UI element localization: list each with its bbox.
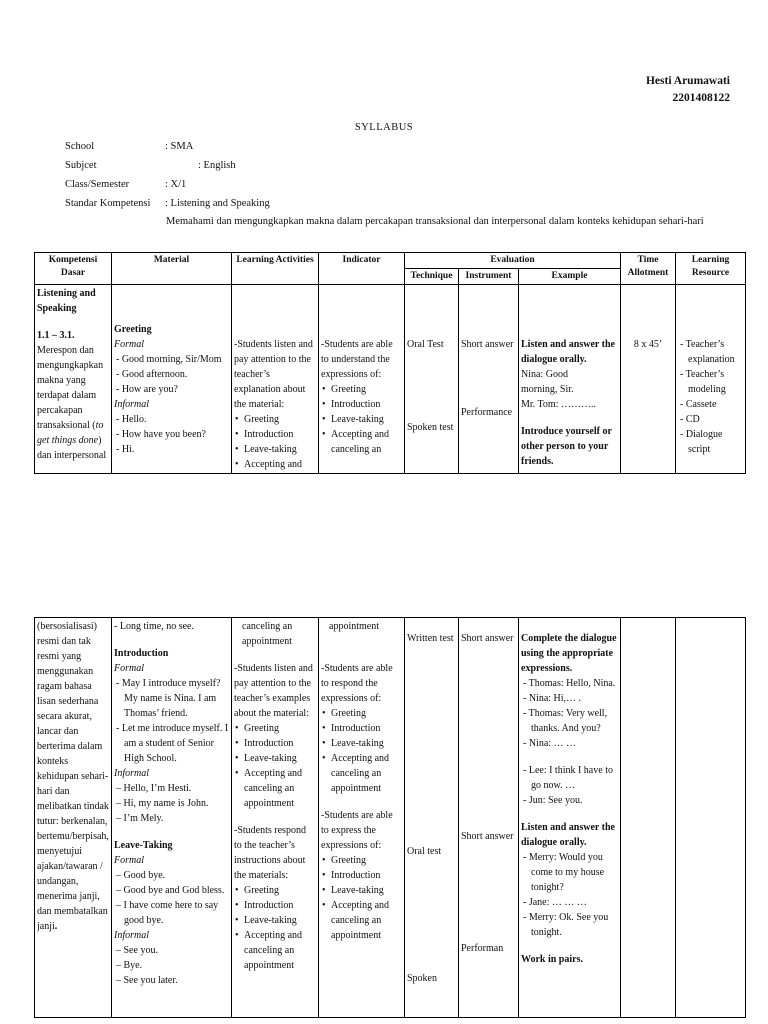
resource-cell [676,284,746,473]
list-item: • Introduction [234,898,316,913]
list-item: – I have come here to say good bye. [116,900,219,926]
kd-text: Merespon dan mengungkapkan makna yang terdapat dalam percakapan transaksional (to get things done) dan interpersonal [37,344,107,461]
indicator-top: appointment [329,621,379,632]
standar-value: : Listening and Speaking [165,198,270,209]
list-item: • Leave-taking [234,751,316,766]
instrument-short-2: Short answer [461,831,514,842]
list-item: – Bye. [116,960,143,971]
intro-heading: Introduction [114,648,169,659]
list-item: • Introduction [321,397,402,412]
author-block [646,73,730,106]
list-item: • Leave-taking [321,883,402,898]
activity-2-list [234,883,316,973]
intro-informal-label: Informal [114,768,149,779]
instrument-performance: Performan [461,943,504,954]
leave-informal-list [114,943,229,988]
technique-spoken: Spoken [407,973,437,984]
list-item: • Introduction [321,721,402,736]
list-item: • Greeting [234,721,316,736]
header-technique: Technique [405,268,459,284]
indicator-2-text: -Students are able to express the expressions of: [321,810,393,851]
list-item: • Accepting and canceling an appointment [321,898,402,943]
list-item: – Hi, my name is John. [116,798,209,809]
indicator-1-list [321,706,402,796]
author-id: 2201408122 [672,91,730,104]
example-heading-1: Listen and answer the dialogue orally. [521,338,615,365]
leave-heading: Leave-Taking [114,840,173,851]
list-item: - Nina: Hi,… . [523,693,582,704]
list-item: • Leave-taking [321,736,402,751]
list-item: - Jun: See you. [523,795,583,806]
example-pairs-heading: Work in pairs. [521,954,583,965]
kd-cell [35,284,112,473]
list-item: – Hello, I’m Hesti. [116,783,192,794]
header-evaluation: Evaluation [405,253,621,269]
syllabus-table-2 [34,617,746,1018]
list-item: Mr. Tom: ……….. [521,398,596,410]
example-cell-cont [519,618,621,1018]
kd-cell-cont [35,618,112,1018]
list-item: • Leave-taking [234,913,316,928]
list-item: • Greeting [321,706,402,721]
list-item: - Thomas: Hello, Nina. [523,678,616,689]
example-dialogue-1 [521,676,618,751]
kd-code: 1.1 – 3.1. [37,329,75,341]
class-label: Class/Semester [65,179,130,190]
intro-formal-label: Formal [114,663,144,674]
activity-2-text: -Students respond to the teacher’s instructions about the materials: [234,825,306,881]
activity-text: -Students listen and pay attention to the teacher’s explanation about the material: [234,338,313,410]
indicator-2-list [321,853,402,943]
header-indicator: Indicator [319,253,405,285]
list-item: • Accepting and [234,457,316,472]
subject-value: : English [198,160,236,171]
list-item: - Teacher’s explanation [680,338,735,365]
header-material: Material [112,253,232,285]
list-item: - Thomas: Very well, thanks. And you? [523,708,608,734]
list-item: - Dialogue script [680,428,723,455]
info-row-school [65,137,745,156]
header-instrument: Instrument [459,268,519,284]
list-item: • Accepting and canceling an appointment [321,751,402,796]
list-item: - Teacher’s modeling [680,368,726,395]
list-item: • Introduction [234,427,316,442]
list-item: - Hi. [116,443,135,455]
list-item: • Greeting [321,853,402,868]
list-item: – I’m Mely. [116,813,164,824]
standar-label: Standar Kompetensi [65,198,151,209]
example-listen-heading: Listen and answer the dialogue orally. [521,822,615,848]
list-item: • Greeting [234,412,316,427]
info-block [65,137,745,227]
material-informal-label: Informal [114,398,149,410]
school-label: School [65,141,95,152]
header-kompetensi: Kompetensi Dasar [35,253,112,285]
activity-top: canceling an appointment [242,621,293,647]
instrument-2: Performance [461,406,513,418]
material-heading: Greeting [114,323,152,335]
activity-list [234,412,316,472]
technique-oral: Oral test [407,846,442,857]
indicator-text: -Students are able to understand the expressions of: [321,338,393,380]
list-item: – Good bye. [116,870,166,881]
example-dialogue-3 [521,850,618,940]
material-cell-cont [112,618,232,1018]
list-item: – See you later. [116,975,178,986]
list-item: • Introduction [234,736,316,751]
example-lines-1 [521,367,618,412]
resource-list [678,337,743,457]
indicator-cell-cont [319,618,405,1018]
time-value: 8 x 45’ [633,338,663,350]
activity-1-list [234,721,316,811]
section-label: Listening and Speaking [37,287,96,314]
indicator-cell [319,284,405,473]
material-cell [112,284,232,473]
page-title: SYLLABUS [354,122,414,133]
header-learning-activities: Learning Activities [232,253,319,285]
list-item: - May I introduce myself? My name is Nina. I am Thomas’ friend. [116,678,221,719]
list-item: - Good morning, Sir/Mom [116,353,222,365]
list-item: – Good bye and God bless. [116,885,225,896]
list-item: - CD [680,413,700,425]
list-item: - Hello. [116,413,147,425]
list-item: • Greeting [234,883,316,898]
school-value: : SMA [165,141,194,152]
technique-cell [405,284,459,473]
example-dialogue-2 [521,763,618,808]
list-item: - Nina: … … [523,738,577,749]
syllabus-table-1 [34,252,746,474]
activities-cell [232,284,319,473]
list-item: - Let me introduce myself. I am a student of Senior High School. [116,723,229,764]
list-item: - Good afternoon. [116,368,188,380]
time-cell [621,284,676,473]
list-item: • Accepting and canceling an appointment [234,928,316,973]
indicator-list [321,382,402,457]
list-item: - Cassete [680,398,717,410]
kd-text-cont: (bersosialisasi) resmi dan tak resmi yang menggunakan ragam bahasa lisan sederhana secara akurat, lancar dan berterima dalam konteks kehidupan sehari-hari dan melibatkan tindak tutur: berkenalan, bertemu/berpisah, menyetujui ajakan/tawaran / undangan, menerima janji, dan membatalkan janji. [37,621,109,932]
list-item: - How are you? [116,383,178,395]
class-value: : X/1 [165,179,187,190]
leave-formal-label: Formal [114,855,144,866]
technique-1: Oral Test [407,338,444,350]
instrument-cell-cont [459,618,519,1018]
standar-description: Memahami dan mengungkapkan makna dalam percakapan transaksional dan interpersonal dalam konteks kehidupan sehari-hari [166,216,704,227]
leave-informal-label: Informal [114,930,149,941]
instrument-1: Short answer [461,338,514,350]
resource-cell-cont [676,618,746,1018]
intro-formal-list [114,676,229,766]
list-item: Nina: Good [521,368,568,380]
technique-cell-cont [405,618,459,1018]
example-cell [519,284,621,473]
author-name: Hesti Arumawati [645,75,730,87]
material-formal-label: Formal [114,338,144,350]
material-formal-list [114,352,229,397]
instrument-short-1: Short answer [461,633,514,644]
list-item: • Leave-taking [234,442,316,457]
technique-written: Written test [407,633,454,644]
instrument-cell [459,284,519,473]
list-item: - Lee: I think I have to go now. … [523,765,613,791]
list-item: - How have you been? [116,428,206,440]
list-item: • Accepting and canceling an [321,427,402,457]
indicator-1-text: -Students are able to respond the expressions of: [321,663,393,704]
info-row-subject [65,156,745,175]
material-top: - Long time, no see. [114,621,194,632]
list-item: - Merry: Would you come to my house tonight? [523,852,605,893]
activities-cell-cont [232,618,319,1018]
list-item: morning, Sir. [521,383,574,395]
list-item: - Jane: … … … [523,897,587,908]
activity-1-text: -Students listen and pay attention to the teacher’s examples about the material: [234,663,313,719]
list-item: • Accepting and canceling an appointment [234,766,316,811]
subject-label: Subjcet [65,160,97,171]
header-resource: Learning Resource [676,253,746,285]
intro-informal-list [114,781,229,826]
example-heading-2: Introduce yourself or other person to your friends. [521,425,612,467]
header-example: Example [519,268,621,284]
header-time: Time Allotment [621,253,676,285]
material-informal-list [114,412,229,457]
list-item: • Introduction [321,868,402,883]
example-complete-heading: Complete the dialogue using the appropriate expressions. [521,633,617,674]
time-cell-cont [621,618,676,1018]
list-item: - Merry: Ok. See you tonight. [523,912,609,938]
leave-formal-list [114,868,229,928]
info-row-class [65,175,745,194]
technique-2: Spoken test [407,421,454,433]
list-item: • Greeting [321,382,402,397]
list-item: • Leave-taking [321,412,402,427]
list-item: – See you. [116,945,158,956]
